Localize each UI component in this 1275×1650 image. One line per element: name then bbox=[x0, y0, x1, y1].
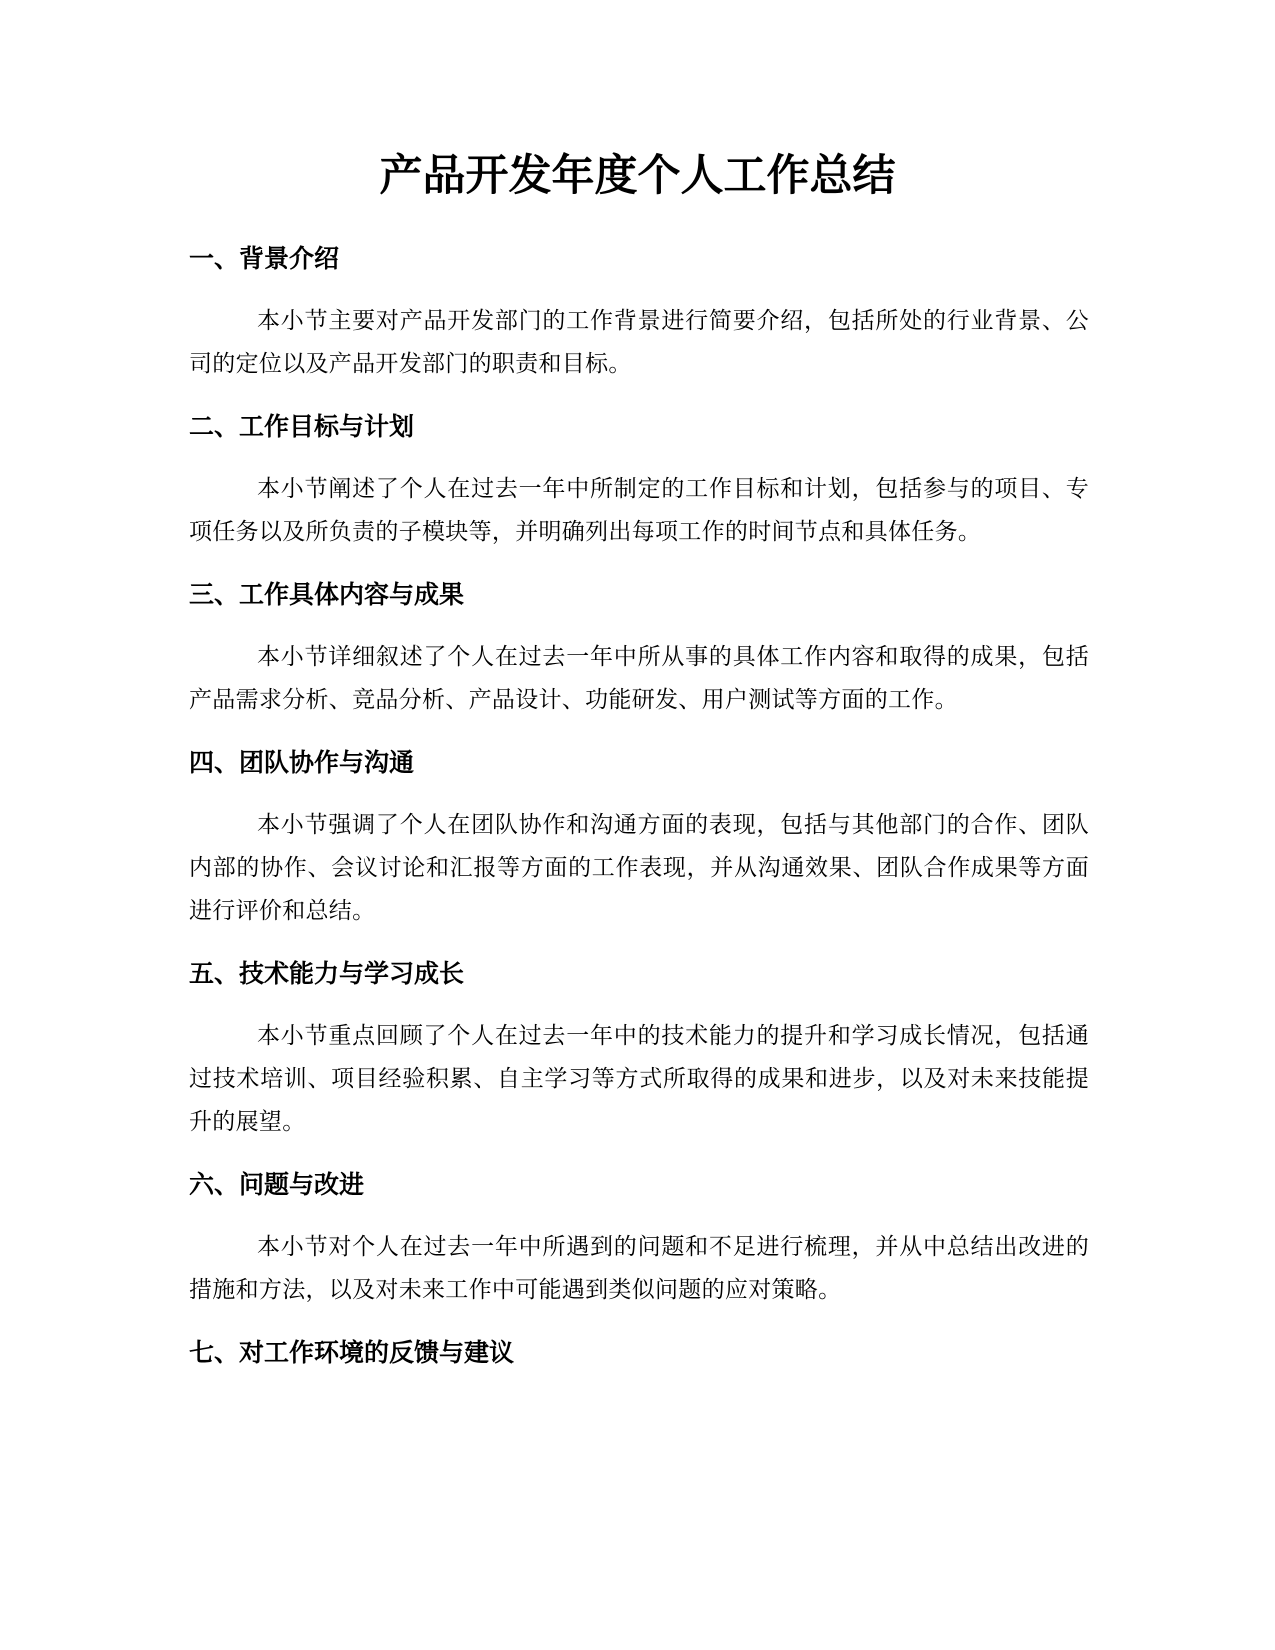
section-body-work-content: 本小节详细叙述了个人在过去一年中所从事的具体工作内容和取得的成果，包括产品需求分析、竞品分析、产品设计、功能研发、用户测试等方面的工作。 bbox=[189, 644, 1089, 713]
document-content bbox=[189, 240, 1089, 1394]
section-body-goals: 本小节阐述了个人在过去一年中所制定的工作目标和计划，包括参与的项目、专项任务以及所负责的子模块等，并明确列出每项工作的时间节点和具体任务。 bbox=[189, 476, 1089, 545]
section-body-problems: 本小节对个人在过去一年中所遇到的问题和不足进行梳理，并从中总结出改进的措施和方法，以及对未来工作中可能遇到类似问题的应对策略。 bbox=[189, 1234, 1089, 1303]
document-title: 产品开发年度个人工作总结 bbox=[379, 151, 896, 201]
section-heading-background: 一、背景介绍 bbox=[189, 244, 340, 273]
section-heading-skills: 五、技术能力与学习成长 bbox=[189, 959, 465, 988]
section-heading-goals: 二、工作目标与计划 bbox=[189, 412, 415, 441]
section-heading-problems: 六、问题与改进 bbox=[189, 1170, 365, 1199]
section-body-skills: 本小节重点回顾了个人在过去一年中的技术能力的提升和学习成长情况，包括通过技术培训、项目经验积累、自主学习等方式所取得的成果和进步，以及对未来技能提升的展望。 bbox=[189, 1023, 1089, 1135]
section-heading-feedback: 七、对工作环境的反馈与建议 bbox=[189, 1338, 515, 1367]
section-body-teamwork: 本小节强调了个人在团队协作和沟通方面的表现，包括与其他部门的合作、团队内部的协作、会议讨论和汇报等方面的工作表现，并从沟通效果、团队合作成果等方面进行评价和总结。 bbox=[189, 812, 1089, 924]
section-body-background: 本小节主要对产品开发部门的工作背景进行简要介绍，包括所处的行业背景、公司的定位以及产品开发部门的职责和目标。 bbox=[189, 308, 1089, 377]
section-heading-teamwork: 四、团队协作与沟通 bbox=[189, 748, 415, 777]
section-heading-work-content: 三、工作具体内容与成果 bbox=[189, 580, 465, 609]
